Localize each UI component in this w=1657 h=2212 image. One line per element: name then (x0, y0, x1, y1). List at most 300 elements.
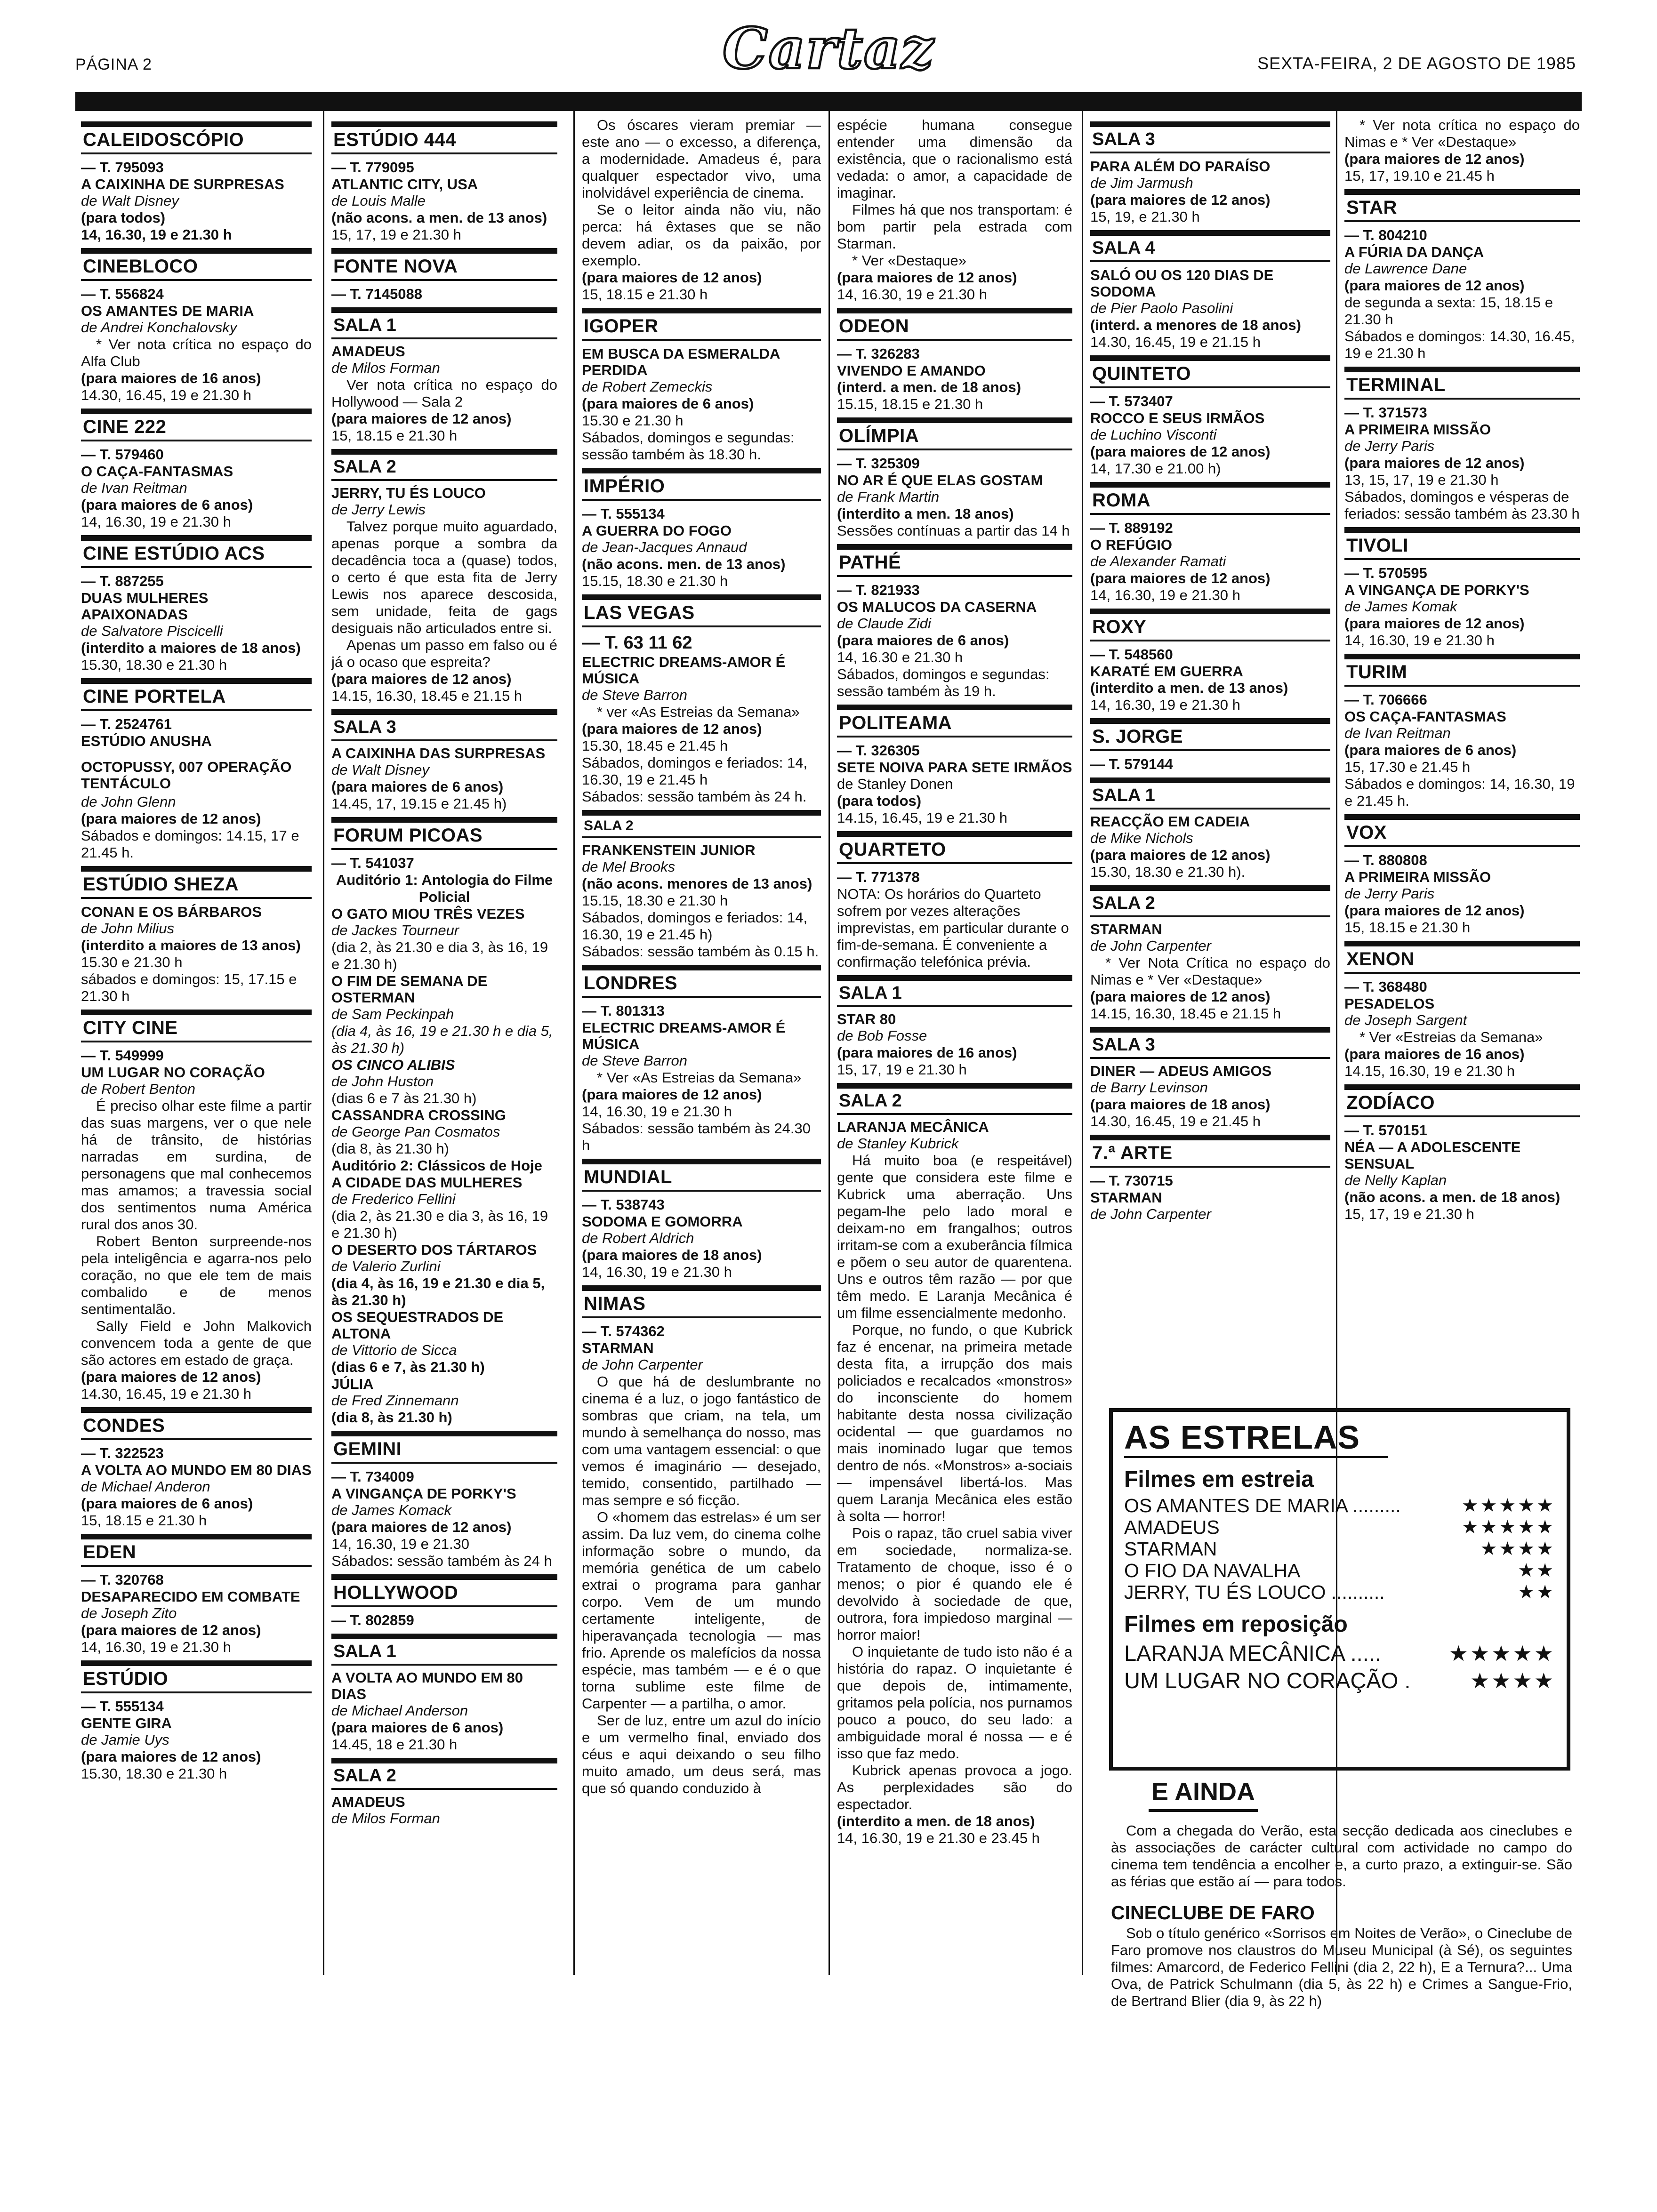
cinema-name: EDEN (81, 1534, 312, 1567)
director: de Valerio Zurlini (331, 1258, 441, 1274)
film-title: OS SEQUESTRADOS DE ALTONA (331, 1309, 504, 1342)
screen-name: SALA 1 (331, 307, 557, 339)
director: de Milos Forman (331, 1810, 440, 1827)
rating: (interdito a maiores de 13 anos) (81, 937, 301, 954)
showtimes-weekend: Sábados e domingos: 14, 16.30, 19 e 21.45 h. (1344, 776, 1575, 809)
star-film: UM LUGAR NO CORAÇÃO (1124, 1668, 1399, 1693)
column-rule (573, 111, 575, 1975)
cinema-name: FONTE NOVA (331, 248, 557, 281)
director: de Frederico Fellini (331, 1191, 456, 1207)
rating: (para maiores de 12 anos) (1090, 570, 1271, 586)
film-title: DINER — ADEUS AMIGOS (1090, 1063, 1272, 1079)
director: de Jackes Tourneur (331, 922, 459, 938)
showtimes: 14.15, 16.30, 19 e 21.30 h (1344, 1063, 1515, 1079)
note: * ver «As Estreias da Semana» (597, 704, 800, 720)
phone: — T. 771378 (837, 869, 920, 885)
phone: — T. 804210 (1344, 227, 1427, 243)
phone: — T. 368480 (1344, 978, 1427, 995)
cinema-name: PATHÉ (837, 544, 1072, 577)
film-title: OCTOPUSSY, 007 OPERAÇÃO TENTÁCULO (81, 759, 292, 792)
cinema-name: LAS VEGAS (582, 594, 821, 627)
director: de Claude Zidi (837, 615, 931, 632)
issue-date: SEXTA-FEIRA, 2 DE AGOSTO DE 1985 (1257, 54, 1576, 73)
rating: (para maiores de 18 anos) (1090, 1096, 1271, 1113)
phone: — T. 325309 (837, 455, 920, 472)
film-title: O REFÚGIO (1090, 537, 1172, 553)
phone: — T. 2524761 (81, 716, 172, 732)
showtimes: 15, 17, 19.10 e 21.45 h (1344, 168, 1495, 184)
showtimes: 14.30, 16.45, 19 e 21.30 h (81, 387, 251, 403)
review-paragraph: Ser de luz, entre um azul do início e um vermelho final, enviado dos céus e aqui deixando o seu filho muito amado, um deus será, mas que só quando conduzido à (582, 1712, 821, 1796)
cinema-name: ESTÚDIO SHEZA (81, 866, 312, 899)
rating: (para maiores de 12 anos) (1090, 192, 1271, 208)
cinema-name: XENON (1344, 941, 1580, 974)
film-title: ELECTRIC DREAMS-AMOR É MÚSICA (582, 654, 786, 687)
phone: — T. 7145088 (331, 286, 423, 302)
star-icons: ★★ (1518, 1582, 1555, 1603)
showtimes: 15, 17, 19 e 21.30 h (837, 1061, 967, 1078)
showtimes: 15, 18.15 e 21.30 h (582, 286, 708, 303)
rating: (para maiores de 12 anos) (81, 1748, 261, 1765)
logo-text: Cartaz (723, 15, 934, 82)
cinema-name: QUARTETO (837, 831, 1072, 864)
film-title: JÚLIA (331, 1376, 374, 1392)
review-paragraph: Se o leitor ainda não viu, não perca: há êxtases que se não devem adiar, os da paixão, por exemplo. (582, 201, 821, 269)
screen-name: SALA 4 (1090, 230, 1330, 262)
leader-dots: ......... (1352, 1495, 1401, 1516)
director: de Michael Anderson (331, 1702, 468, 1719)
column-4 (837, 117, 1072, 1847)
phone: — T. 549999 (81, 1047, 164, 1064)
phone: — T. 801313 (582, 1002, 665, 1019)
cinema-name: QUINTETO (1090, 355, 1330, 388)
estrelas-subtitle: Filmes em reposição (1124, 1612, 1348, 1637)
cinema-name: CONDES (81, 1407, 312, 1440)
showtimes: (dia 8, às 21.30 h) (331, 1140, 449, 1157)
screen-name: SALA 1 (331, 1634, 557, 1666)
phone: — T. 821933 (837, 582, 920, 598)
showtimes: 14, 16.30, 19 e 21.30 h (582, 1103, 732, 1120)
star-rating-row (1124, 1560, 1555, 1581)
film-title: A CAIXINHA DAS SURPRESAS (331, 745, 546, 761)
showtimes-saturday: Sábados: sessão também às 0.15 h. (582, 943, 819, 960)
film-title: A CAIXINHA DE SURPRESAS (81, 176, 284, 192)
rating: (para maiores de 12 anos) (1344, 455, 1525, 471)
rating: (para maiores de 12 anos) (1090, 988, 1271, 1005)
review-paragraph: O inquietante de tudo isto não é a história do rapaz. O inquietante é que depois de, intimamente, gritamos pela polícia, nos purnamos pouco a pouco, do seu lado: a ambiguidade moral é nossa — e é isso que faz medo. (837, 1643, 1072, 1762)
showtimes: 15, 18.15 e 21.30 h (81, 1512, 207, 1529)
director: de Ivan Reitman (81, 480, 187, 496)
top-rule (75, 92, 1582, 111)
director: de Michael Anderon (81, 1478, 210, 1495)
director: de Louis Malle (331, 192, 426, 209)
column-6 (1344, 117, 1580, 1223)
film-title: CONAN E OS BÁRBAROS (81, 904, 262, 920)
film-title: STARMAN (1090, 921, 1162, 938)
film-title: NO AR É QUE ELAS GOSTAM (837, 472, 1043, 489)
rating: (para maiores de 12 anos) (1090, 443, 1271, 460)
phone: — T. 570595 (1344, 565, 1427, 581)
star-rating-row (1124, 1581, 1555, 1603)
showtimes-weekend: Sábados, domingos e feriados: 14, 16.30, 19 e 21.45 h (582, 754, 808, 788)
director: de Barry Levinson (1090, 1079, 1208, 1096)
star-rating-row (1124, 1495, 1555, 1516)
film-title: A VOLTA AO MUNDO EM 80 DIAS (331, 1669, 523, 1702)
rating: (para maiores de 12 anos) (331, 410, 512, 427)
film-title: OS MALUCOS DA CASERNA (837, 599, 1037, 615)
rating: (para maiores de 6 anos) (81, 497, 253, 513)
leader-dots: ..... (1350, 1641, 1381, 1666)
showtimes-saturday: Sábados: sessão também às 24.30 h (582, 1120, 811, 1154)
rating: (para maiores de 12 anos) (331, 1519, 512, 1535)
rating: (para maiores de 6 anos) (331, 1719, 504, 1736)
showtimes: (dia 8, às 21.30 h) (331, 1409, 452, 1426)
showtimes-saturday: Sábados: sessão também às 24 h (331, 1553, 552, 1569)
showtimes: (dia 4, às 16, 19 e 21.30 e dia 5, às 21.30 h) (331, 1275, 545, 1308)
showtimes: (dias 6 e 7 às 21.30 h) (331, 1090, 477, 1106)
rating: (para maiores de 6 anos) (81, 1495, 253, 1512)
phone: — T. 889192 (1090, 520, 1173, 536)
director: de Alexander Ramati (1090, 553, 1226, 569)
phone: — T. 320768 (81, 1571, 164, 1588)
cinema-name: OLÍMPIA (837, 417, 1072, 450)
rating: (interdito a men. 18 anos) (837, 505, 1014, 522)
director: de James Komak (1344, 598, 1457, 615)
film-title: REACÇÃO EM CADEIA (1090, 813, 1250, 830)
director: de John Carpenter (1090, 1206, 1211, 1222)
film-title: AMADEUS (331, 1794, 405, 1810)
showtimes: 14, 16.30, 19 e 21.30 h (1344, 632, 1495, 649)
cinema-name: NIMAS (582, 1285, 821, 1318)
director: de Stanley Donen (837, 776, 953, 792)
director: de Joseph Sargent (1344, 1012, 1467, 1028)
film-title: STARMAN (582, 1340, 654, 1356)
rating: (para maiores de 18 anos) (582, 1247, 762, 1263)
cinema-name: CINEBLOCO (81, 248, 312, 281)
column-rule (323, 111, 324, 1975)
film-title: OS AMANTES DE MARIA (81, 303, 254, 319)
director: de Jerry Paris (1344, 885, 1435, 902)
film-title: O DESERTO DOS TÁRTAROS (331, 1242, 537, 1258)
director: de Joseph Zito (81, 1605, 177, 1621)
film-title: ATLANTIC CITY, USA (331, 176, 478, 192)
star-icons: ★★★★ (1480, 1539, 1555, 1559)
film-title: A FÚRIA DA DANÇA (1344, 244, 1484, 260)
rating: (não acons. a men. de 13 anos) (331, 209, 547, 226)
director: de Steve Barron (582, 687, 688, 703)
film-title: CASSANDRA CROSSING (331, 1107, 506, 1123)
showtimes: Sábados e domingos: 14.15, 17 e 21.45 h. (81, 827, 299, 861)
cinema-name: HOLLYWOOD (331, 1574, 557, 1607)
e-ainda-title: E AINDA (1149, 1774, 1258, 1812)
schedule-note: NOTA: Os horários do Quarteto sofrem por vezes alterações imprevistas, em particular durante o fim-de-semana. É conveniente a confirmação telefónica prévia. (837, 886, 1069, 970)
director: de Pier Paolo Pasolini (1090, 300, 1233, 316)
star-rating-row (1124, 1667, 1555, 1694)
cinema-name: ROXY (1090, 609, 1330, 641)
screen-name: SALA 3 (1090, 121, 1330, 153)
film-title: SETE NOIVA PARA SETE IRMÃOS (837, 759, 1072, 776)
cinema-name: 7.ª ARTE (1090, 1135, 1330, 1168)
director: de John Huston (331, 1073, 434, 1090)
director: de Robert Aldrich (582, 1230, 694, 1246)
rating: (para todos) (837, 793, 922, 809)
screen-name: SALA 1 (837, 975, 1072, 1007)
phone: — T. 570151 (1344, 1122, 1427, 1138)
film-title: AMADEUS (331, 343, 405, 360)
screen-name: SALA 2 (837, 1083, 1072, 1115)
film-title: PARA ALÉM DO PARAÍSO (1090, 158, 1271, 175)
director: de Sam Peckinpah (331, 1006, 454, 1022)
director: de Walt Disney (331, 761, 429, 778)
film-title: PESADELOS (1344, 995, 1435, 1012)
showtimes: 14.15, 16.30, 18.45 e 21.15 h (1090, 1005, 1281, 1022)
film-title: OS CAÇA-FANTASMAS (1344, 708, 1506, 725)
review-paragraph: Há muito boa (e respeitável) gente que considera este filme e Kubrick uma aberração. Uns pegam-lhe pelo lado moral e deixam-no em frangalhos; outros irritam-se com a exuberância fílmica e põem o seu autor de quarentena. Uns e outros têm razão — por que têm medo. E Laranja Mecânica é um filme essencialmente medonho. (837, 1152, 1072, 1321)
column-3 (582, 117, 821, 1797)
rating: (para maiores de 12 anos) (837, 269, 1017, 286)
phone: — T. 556824 (81, 286, 164, 302)
showtimes: 15.15, 18.30 e 21.30 h (582, 892, 728, 909)
showtimes: 14.15, 16.30, 18.45 e 21.15 h (331, 688, 523, 704)
director: de Walt Disney (81, 192, 179, 209)
review-paragraph: espécie humana consegue entender uma dimensão da existência, que o racionalismo está vedada: o amor, a capacidade de imaginar. (837, 117, 1072, 201)
director: de Jim Jarmush (1090, 175, 1193, 191)
film-title: A PRIMEIRA MISSÃO (1344, 869, 1491, 885)
cinema-name: ESTÚDIO 444 (331, 121, 557, 154)
rating: (para maiores de 12 anos) (331, 671, 512, 687)
film-title: A GUERRA DO FOGO (582, 522, 732, 539)
phone: — T. 579144 (1090, 756, 1173, 772)
showtimes-saturday: Sábados: sessão também às 24 h. (582, 788, 807, 805)
rating: (para maiores de 16 anos) (81, 370, 261, 386)
film-title: DUAS MULHERES APAIXONADAS (81, 590, 209, 623)
phone: — T. 541037 (331, 855, 414, 871)
showtimes: 14.45, 17, 19.15 e 21.45 h) (331, 795, 507, 812)
screen-name: SALA 2 (331, 1758, 557, 1790)
rating: (para maiores de 6 anos) (1344, 742, 1517, 758)
rating: (para maiores de 12 anos) (1090, 847, 1271, 863)
showtimes: (dias 6 e 7, às 21.30 h) (331, 1359, 485, 1375)
phone: — T. 326283 (837, 345, 920, 362)
film-title: A VINGANÇA DE PORKY'S (1344, 582, 1529, 598)
film-title: STAR 80 (837, 1011, 896, 1027)
star-icons: ★★ (1518, 1560, 1555, 1581)
column-rule (828, 111, 830, 1975)
screen-name: SALA 2 (331, 449, 557, 481)
phone: — T. 322523 (81, 1445, 164, 1461)
cartaz-logo (706, 8, 951, 88)
director: de Lawrence Dane (1344, 260, 1467, 277)
cinema-name: TURIM (1344, 654, 1580, 687)
cinema-name: ODEON (837, 308, 1072, 341)
screen-name: SALA 1 (1090, 777, 1330, 809)
column-5 (1090, 117, 1330, 1223)
review-paragraph: Os óscares vieram premiar — este ano — o excesso, a diferença, a modernidade. Amadeus é, para qualquer espectador vivo, uma inolvidável experiência de cinema. (582, 117, 821, 201)
cinema-name: MUNDIAL (582, 1159, 821, 1192)
cinema-name: CINE ESTÚDIO ACS (81, 535, 312, 568)
showtimes: 15.30, 18.30 e 21.30 h). (1090, 864, 1246, 880)
showtimes: 15, 17, 19 e 21.30 h (331, 226, 461, 243)
page-number: PÁGINA 2 (75, 56, 152, 73)
film-title: JERRY, TU ÉS LOUCO (331, 485, 486, 501)
director: de Jamie Uys (81, 1731, 169, 1748)
cinema-name: ESTÚDIO (81, 1660, 312, 1693)
note: * Ver nota crítica no espaço do Nimas e * Ver «Destaque» (1344, 117, 1580, 150)
showtimes: 14, 16.30, 19 e 21.30 h (81, 513, 231, 530)
director: de Jerry Lewis (331, 501, 426, 518)
film-title: DESAPARECIDO EM COMBATE (81, 1588, 300, 1605)
phone: — T. 880808 (1344, 852, 1427, 868)
showtimes-weekend: Sábados, domingos e vésperas de feriados: sessão também às 23.30 h (1344, 489, 1580, 522)
phone: — T. 548560 (1090, 646, 1173, 663)
film-title: OS CINCO ALIBIS (331, 1057, 455, 1073)
rating: (para maiores de 12 anos) (582, 269, 762, 286)
note: * Ver nota crítica no espaço do Alfa Club (81, 336, 312, 369)
director: de John Carpenter (582, 1356, 703, 1373)
review-paragraph: Apenas um passo em falso ou é já o ocaso que espreita? (331, 637, 557, 670)
column-2 (331, 117, 557, 1827)
note: * Ver «As Estreias da Semana» (597, 1069, 802, 1086)
showtimes: 14, 16.30, 19 e 21.30 e 23.45 h (837, 1830, 1040, 1846)
rating: (não acons. men. de 13 anos) (582, 556, 786, 572)
showtimes: 15.15, 18.30 e 21.30 h (582, 573, 728, 589)
phone: — T. 730715 (1090, 1172, 1173, 1189)
cinema-name: S. JORGE (1090, 718, 1330, 751)
rating: (para maiores de 12 anos) (1344, 277, 1525, 294)
cinema-name: VOX (1344, 814, 1580, 847)
showtimes: 14, 16.30, 19 e 21.30 h (1090, 587, 1240, 603)
phone: — T. 555134 (582, 505, 665, 522)
phone: — T. 706666 (1344, 691, 1427, 708)
showtimes: 14.30, 16.45, 19 e 21.30 h (81, 1386, 251, 1402)
note: * Ver «Estreias da Semana» (1359, 1029, 1543, 1045)
rating: (não acons. menores de 13 anos) (582, 875, 812, 892)
showtimes: 15.30, 18.30 e 21.30 h (81, 657, 227, 673)
film-title: UM LUGAR NO CORAÇÃO (81, 1064, 265, 1081)
showtimes: 15, 18.15 e 21.30 h (1344, 919, 1471, 936)
review-paragraph: O «homem das estrelas» é um ser assim. Da luz vem, do cinema colhe informação sobre o mundo, da memória genética de um cabelo extrai o programa para ganhar corpo. Vem de um mundo certamente inteligente, de hiperavançada tecnologia — mas frio. Aprende os malefícios da nossa espécie, mas também — e é o que torna sublime este filme de Carpenter — a partilha, o amor. (582, 1509, 821, 1712)
cinema-name: IMPÉRIO (582, 468, 821, 501)
showtimes: (dia 2, às 21.30 e dia 3, às 16, 19 e 21.30 h) (331, 1208, 548, 1241)
star-film: OS AMANTES DE MARIA (1124, 1495, 1347, 1516)
estrelas-subtitle: Filmes em estreia (1124, 1467, 1314, 1492)
rating: (para maiores de 12 anos) (81, 810, 261, 827)
showtimes: (dia 2, às 21.30 e dia 3, às 16, 19 e 21.30 h) (331, 939, 548, 972)
cinema-name: FORUM PICOAS (331, 817, 557, 850)
director: de John Glenn (81, 793, 176, 810)
star-film: STARMAN (1124, 1538, 1217, 1560)
film-title: ELECTRIC DREAMS-AMOR É MÚSICA (582, 1019, 786, 1052)
auditorium-title: Auditório 1: Antologia do Filme Policial (336, 872, 553, 905)
showtimes: 15.15, 18.15 e 21.30 h (837, 396, 983, 412)
cinema-name: CITY CINE (81, 1010, 312, 1042)
rating: (para maiores de 12 anos) (1344, 615, 1525, 632)
column-rule (1082, 111, 1083, 1975)
director: de Frank Martin (837, 489, 940, 505)
showtimes: 15.30, 18.30 e 21.30 h (81, 1765, 227, 1782)
rating: (para maiores de 12 anos) (81, 1369, 261, 1385)
film-title: LARANJA MECÂNICA (837, 1119, 989, 1135)
director: de Bob Fosse (837, 1027, 927, 1044)
showtimes: 15, 17, 19 e 21.30 h (1344, 1206, 1474, 1222)
screen-name: SALA 2 (582, 810, 821, 838)
phone: — T. 887255 (81, 573, 164, 589)
film-title: ROCCO E SEUS IRMÃOS (1090, 410, 1265, 426)
director: de Robert Zemeckis (582, 378, 713, 395)
phone: — T. 63 11 62 (582, 633, 692, 653)
film-title: VIVENDO E AMANDO (837, 362, 986, 379)
star-icons: ★★★★★ (1461, 1495, 1555, 1516)
phone: — T. 574362 (582, 1323, 665, 1339)
star-film: JERRY, TU ÉS LOUCO (1124, 1581, 1326, 1603)
film-title: A VINGANÇA DE PORKY'S (331, 1485, 516, 1502)
star-film: O FIO DA NAVALHA (1124, 1560, 1301, 1581)
showtimes: 14, 16.30, 19 e 21.30 h (837, 286, 987, 303)
cinema-name: STAR (1344, 189, 1580, 222)
phone: — T. 579460 (81, 446, 164, 463)
director: de Mel Brooks (582, 858, 676, 875)
leader-dots: . (1404, 1668, 1411, 1693)
review-paragraph: Kubrick apenas provoca a jogo. As perplexidades são do espectador. (837, 1762, 1072, 1812)
star-icons: ★★★★★ (1448, 1641, 1555, 1666)
showtimes: 15, 19, e 21.30 h (1090, 208, 1200, 225)
review-paragraph: Sally Field e John Malkovich convencem toda a gente de que são actores em estado de graça. (81, 1318, 312, 1368)
rating: (para maiores de 12 anos) (1344, 151, 1525, 167)
director: de Stanley Kubrick (837, 1135, 959, 1152)
rating: (para maiores de 6 anos) (331, 778, 504, 795)
showtimes: 14, 16.30, 19 e 21.30 (331, 1536, 470, 1552)
director: de John Milius (81, 920, 175, 937)
leader-dots: .......... (1331, 1581, 1385, 1603)
review-paragraph: O que há de deslumbrante no cinema é a luz, o jogo fantástico de sombras que criam, na tela, um mundo à semelhança do nosso, mas com uma vantagem essencial: o que vemos é imaginário — desejado, temido, consentido, partilhado — mas sempre e só ficção. (582, 1373, 821, 1508)
phone: — T. 734009 (331, 1468, 414, 1485)
rating: (para maiores de 6 anos) (582, 395, 754, 412)
director: de Andrei Konchalovsky (81, 319, 237, 336)
showtimes-weekend: Sábados, domingos e feriados: 14, 16.30, 19 e 21.45 h) (582, 909, 808, 943)
showtimes: 15, 17.30 e 21.45 h (1344, 759, 1471, 775)
cinema-name: CINE PORTELA (81, 678, 312, 711)
showtimes: 14.30, 16.45, 19 e 21.45 h (1090, 1113, 1261, 1130)
showtimes: 14.45, 18 e 21.30 h (331, 1736, 458, 1753)
e-ainda-paragraph: Com a chegada do Verão, esta secção dedicada aos cineclubes e às associações de carácter cultural com actividade no campo do cinema tem tendência a encolher e, a curto prazo, a extinguir-se. São as férias que estão aí — para todos. (1111, 1822, 1572, 1890)
note: Ver nota crítica no espaço do Hollywood — Sala 2 (331, 377, 557, 410)
phone: — T. 779095 (331, 159, 414, 176)
showtimes: 14, 16.30, 19 e 21.30 h (81, 226, 232, 243)
rating: (interdito a men. de 13 anos) (1090, 680, 1288, 696)
rating: (para maiores de 16 anos) (1344, 1046, 1525, 1062)
director: de Steve Barron (582, 1052, 688, 1069)
director: de Vittorio de Sicca (331, 1342, 457, 1358)
showtimes: 14, 16.30, 19 e 21.30 h (1090, 697, 1240, 713)
review-paragraph: Robert Benton surpreende-nos pela inteligência e agarra-nos pelo coração, no que ele tem de mais combalido e de menos sentimentalão. (81, 1233, 312, 1317)
phone: — T. 802859 (331, 1612, 414, 1628)
cinema-name: TIVOLI (1344, 527, 1580, 560)
cinema-name: CINE 222 (81, 409, 312, 441)
e-ainda-section (1111, 1774, 1572, 2010)
showtimes: 15.30 e 21.30 h (582, 412, 684, 429)
showtimes: 15.30, 18.45 e 21.45 h (582, 737, 728, 754)
cinema-name: ZODÍACO (1344, 1084, 1580, 1117)
showtimes-extra: Sábados, domingos e segundas: sessão também às 19 h. (837, 666, 1050, 699)
cinema-name: LONDRES (582, 965, 821, 998)
showtimes: Sessões contínuas a partir das 14 h (837, 522, 1070, 539)
film-title: NÉA — A ADOLESCENTE SENSUAL (1344, 1139, 1521, 1172)
rating: (não acons. a men. de 18 anos) (1344, 1189, 1560, 1205)
showtimes: 14, 16.30 e 21.30 h (837, 649, 963, 665)
director: de James Komack (331, 1502, 451, 1518)
phone: — T. 573407 (1090, 393, 1173, 409)
film-title: KARATÉ EM GUERRA (1090, 663, 1243, 680)
